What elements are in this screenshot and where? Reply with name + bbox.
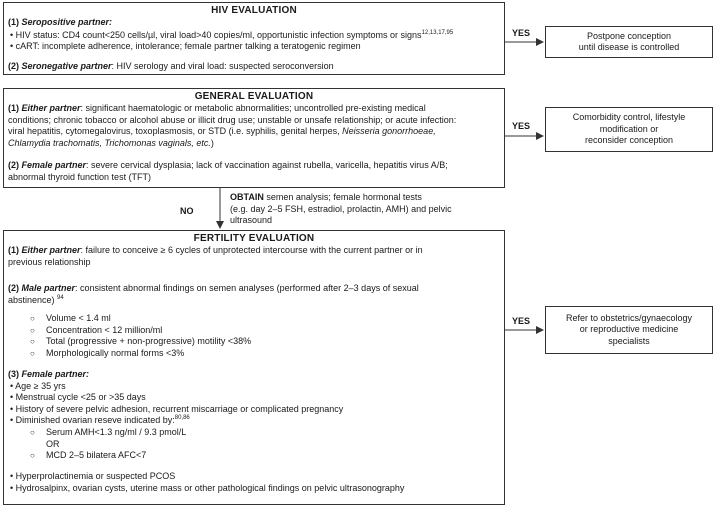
fertility-p1-line1: : failure to conceive ≥ 6 cycles of unprotected intercourse with the current partner or in bbox=[80, 245, 423, 255]
ovarian-mcd: MCD 2–5 bilatera AFC<7 bbox=[46, 450, 147, 460]
circle-bullet-icon: ○ bbox=[30, 451, 35, 460]
male-item-motility: Total (progressive + non-progressive) motility <38% bbox=[46, 336, 252, 346]
fertility-outcome-line2: or reproductive medicine bbox=[579, 324, 679, 335]
hiv-s2-text: : HIV serology and viral load: suspected seroconversion bbox=[111, 61, 334, 71]
hiv-s1-number: (1) bbox=[8, 17, 22, 27]
general-outcome-line1: Comorbidity control, lifestyle bbox=[572, 112, 686, 123]
general-yes-label: YES bbox=[512, 121, 531, 131]
fertility-evaluation-box bbox=[3, 230, 505, 505]
general-either-partner bbox=[8, 103, 456, 149]
male-item bbox=[30, 336, 251, 348]
circle-bullet-icon: ○ bbox=[30, 314, 35, 323]
hiv-evaluation-title: HIV EVALUATION bbox=[211, 5, 297, 16]
ovarian-or: OR bbox=[46, 438, 60, 449]
fertility-evaluation-title: FERTILITY EVALUATION bbox=[193, 233, 315, 244]
general-outcome-line2: modification or bbox=[599, 123, 659, 134]
ovarian-amh: Serum AMH<1.3 ng/ml / 9.3 pmol/L bbox=[46, 427, 187, 437]
general-p1-line1: : significant haematologic or metabolic abnormalities; uncontrolled pre-existing medical bbox=[80, 103, 426, 113]
fertility-female-more bbox=[10, 471, 404, 494]
fertility-male-partner bbox=[8, 283, 419, 306]
female-item-prolactin: • Hyperprolactinemia or suspected PCOS bbox=[10, 471, 176, 481]
hiv-s2-number: (2) bbox=[8, 61, 22, 71]
hiv-evaluation-box bbox=[3, 2, 505, 75]
general-p2-head: Female partner bbox=[21, 160, 87, 170]
female-item-age: • Age ≥ 35 yrs bbox=[10, 380, 66, 391]
circle-bullet-icon: ○ bbox=[30, 348, 35, 358]
general-p1-head: Either partner bbox=[21, 103, 81, 113]
hiv-s1-head: Seropositive partner: bbox=[21, 17, 113, 27]
fertility-p3-head: Female partner: bbox=[21, 369, 90, 379]
obtain-line1: semen analysis; female hormonal tests bbox=[263, 192, 422, 202]
female-item-history: • History of severe pelvic adhesion, recurrent miscarriage or complicated pregnancy bbox=[10, 403, 344, 414]
male-item-volume: Volume < 1.4 ml bbox=[46, 313, 111, 323]
male-item bbox=[30, 325, 251, 337]
obtain-text bbox=[230, 192, 452, 227]
circle-bullet-icon: ○ bbox=[30, 337, 35, 346]
fertility-outcome-box bbox=[545, 306, 713, 354]
obtain-head: OBTAIN bbox=[230, 192, 264, 202]
general-p2-line2: abnormal thyroid function test (TFT) bbox=[8, 171, 152, 182]
general-evaluation-box bbox=[3, 88, 505, 188]
ovarian-criteria bbox=[30, 427, 186, 462]
fertility-p1-head: Either partner bbox=[21, 245, 81, 255]
general-p1-line3a: viral hepatitis, cytomegalovirus, toxoplasmosis, or STD (i.e. syphilis, genital herpes, bbox=[8, 126, 343, 136]
obtain-line2: (e.g. day 2–5 FSH, estradiol, prolactin, AMH) and pelvic bbox=[230, 203, 452, 214]
female-item-ultrasound: • Hydrosalpinx, ovarian cysts, uterine mass or other pathological findings on pelvic ultrasonography bbox=[10, 482, 405, 493]
general-p1-number: (1) bbox=[8, 103, 22, 113]
female-item-ovarian: • Diminished ovarian reseve indicated by: bbox=[10, 415, 175, 425]
fertility-either-partner bbox=[8, 245, 423, 268]
circle-bullet-icon: ○ bbox=[30, 325, 35, 335]
hiv-outcome-line2: until disease is controlled bbox=[578, 42, 680, 52]
hiv-status-bullet bbox=[10, 30, 453, 42]
female-item-cycle: • Menstrual cycle <25 or >35 days bbox=[10, 392, 146, 402]
circle-bullet-icon: ○ bbox=[30, 428, 35, 437]
male-item bbox=[30, 348, 251, 360]
general-p1-line4a: Chlamydia trachomatis, Trichomonas vaginals, etc. bbox=[8, 137, 211, 148]
obtain-line3: ultrasound bbox=[230, 215, 273, 225]
fertility-p2-line2: abstinence) bbox=[8, 294, 55, 305]
hiv-outcome-line1: Postpone conception bbox=[586, 30, 672, 41]
female-ovarian-refs: 80,86 bbox=[174, 415, 190, 421]
hiv-seronegative-line bbox=[8, 61, 334, 73]
hiv-status-text: • HIV status: CD4 count<250 cells/µl, viral load>40 copies/ml, opportunistic infection symptoms or signs bbox=[10, 30, 422, 40]
general-evaluation-title: GENERAL EVALUATION bbox=[194, 91, 314, 102]
fertility-outcome-line1: Refer to obstetrics/gynaecology bbox=[565, 312, 693, 323]
hiv-outcome-box bbox=[545, 26, 713, 58]
general-p2-number: (2) bbox=[8, 160, 22, 170]
hiv-cart-bullet: • cART: incomplete adherence, intolerance; female partner talking a teratogenic regimen bbox=[10, 41, 361, 51]
hiv-status-refs: 12,13,17,95 bbox=[421, 30, 454, 36]
fertility-p2-line1: : consistent abnormal findings on semen analyses (performed after 2–3 days of sexual bbox=[75, 283, 419, 293]
general-p2-line1: : severe cervical dysplasia; lack of vaccination against rubella, varicella, hepatitis virus A/B; bbox=[86, 160, 448, 170]
general-outcome-line3: reconsider conception bbox=[584, 135, 674, 146]
hiv-yes-label: YES bbox=[512, 28, 531, 38]
male-item-morphology: Morphologically normal forms <3% bbox=[46, 347, 185, 358]
fertility-p2-ref: 94 bbox=[57, 294, 64, 301]
general-p1-line2: conditions; chronic tobacco or alcohol abuse or illicit drug use; unstable or unsafe relationship; or acute infection: bbox=[8, 114, 457, 125]
male-item bbox=[30, 313, 251, 325]
fertility-p1-number: (1) bbox=[8, 245, 22, 255]
fertility-yes-label: YES bbox=[512, 316, 531, 326]
hiv-s2-head: Seronegative partner bbox=[21, 61, 112, 71]
fertility-p3-number: (3) bbox=[8, 369, 22, 379]
fertility-p2-head: Male partner bbox=[21, 283, 76, 293]
general-p1-line4b: ) bbox=[210, 137, 214, 148]
general-p1-line3b: Neisseria gonorrhoeae, bbox=[342, 126, 436, 136]
male-item-concentration: Concentration < 12 million/ml bbox=[46, 324, 163, 335]
fertility-p2-number: (2) bbox=[8, 283, 22, 293]
no-label: NO bbox=[180, 206, 194, 216]
general-female-partner bbox=[8, 160, 448, 183]
hiv-seropositive-heading bbox=[8, 17, 112, 29]
fertility-female-partner bbox=[8, 369, 343, 427]
general-outcome-box bbox=[545, 107, 713, 152]
fertility-p1-line2: previous relationship bbox=[8, 256, 91, 267]
fertility-outcome-line3: specialists bbox=[608, 335, 650, 346]
male-criteria-list bbox=[30, 313, 251, 359]
